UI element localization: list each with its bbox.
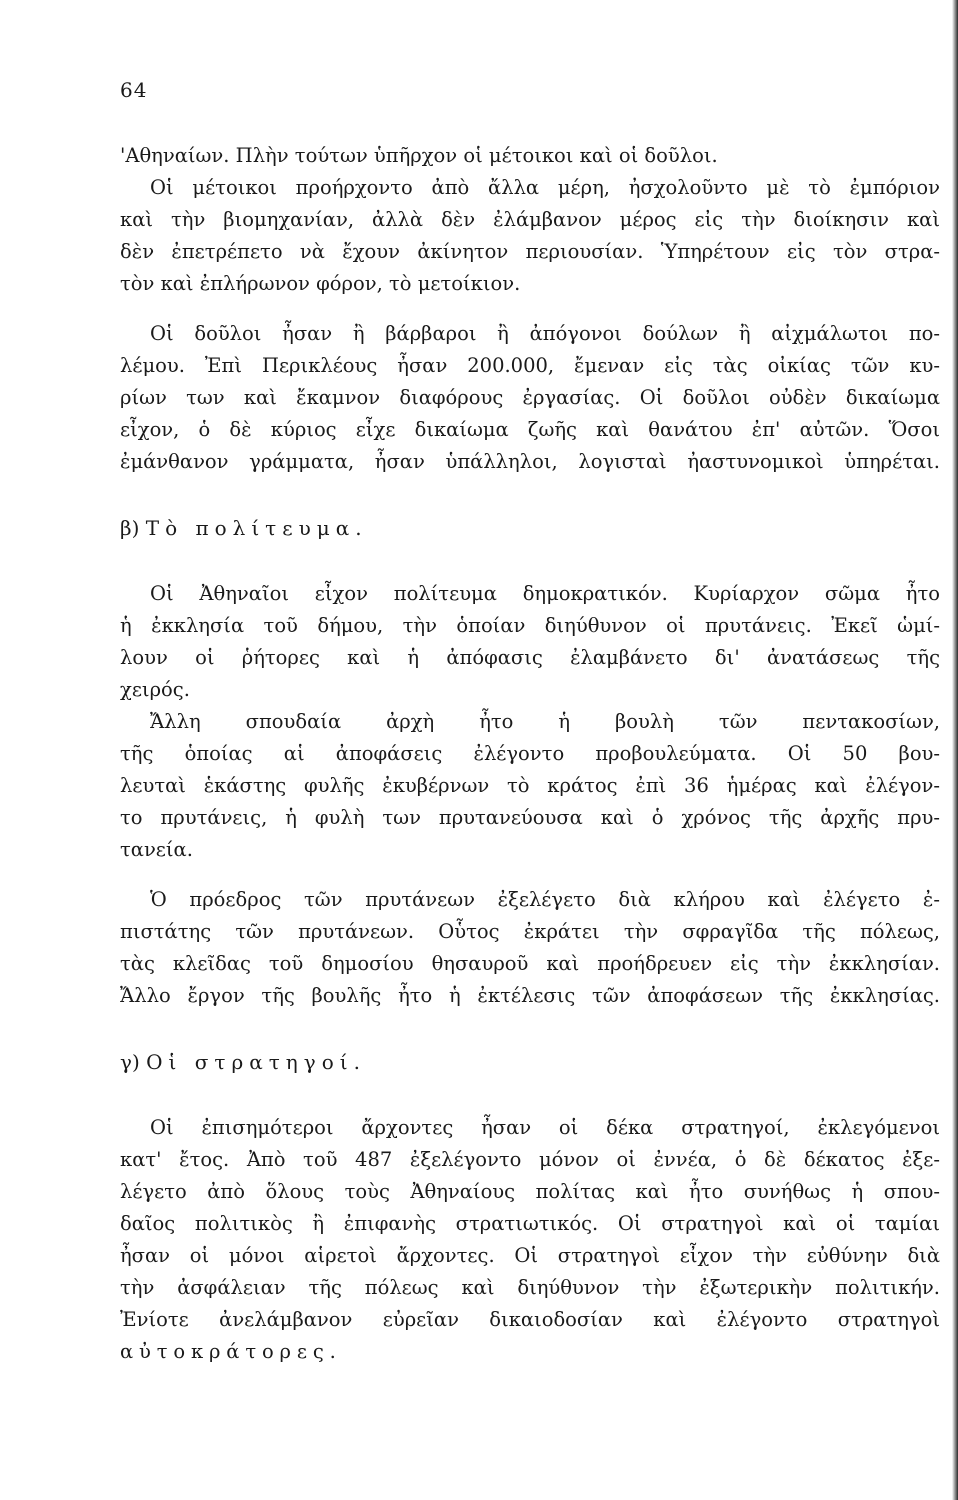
text-line: τὰς κλεῖδας τοῦ δημοσίου θησαυροῦ καὶ προήδρευεν εἰς τὴν ἐκκλησίαν. — [120, 952, 940, 975]
text-line: εἶχον, ὁ δὲ κύριος εἶχε δικαίωμα ζωῆς καὶ θανάτου ἐπ' αὐτῶν. Ὅσοι — [120, 418, 940, 441]
text-line: χειρός. — [120, 678, 190, 701]
section-marker: γ) — [120, 1050, 140, 1074]
paragraph-polity — [120, 578, 940, 706]
text-line: ἡ ἐκκλησία τοῦ δήμου, τὴν ὁποίαν διηύθυνον οἱ πρυτάνεις. Ἐκεῖ ὡμί- — [120, 614, 940, 637]
text-line: τὴν ἀσφάλειαν τῆς πόλεως καὶ διηύθυνον τὴν ἐξωτερικὴν πολιτικήν. — [120, 1276, 940, 1299]
text-line: ρίων των καὶ ἔκαμνον διαφόρους ἐργασίας. Οἱ δοῦλοι οὐδὲν δικαίωμα — [120, 386, 940, 409]
text-line: Ἐνίοτε ἀνελάμβανον εὐρεῖαν δικαιοδοσίαν καὶ ἐλέγοντο στρατηγοὶ — [120, 1308, 940, 1331]
section-title: Τὸ πολίτευμα. — [145, 516, 368, 540]
paragraph-metics — [120, 172, 940, 300]
text-line: λουν οἱ ῥήτορες καὶ ἡ ἀπόφασις ἐλαμβάνετο δι' ἀνατάσεως τῆς — [120, 646, 940, 669]
section-heading-c — [120, 1046, 940, 1078]
text-line: πιστάτης τῶν πρυτάνεων. Οὗτος ἐκράτει τὴν σφραγῖδα τῆς πόλεως, — [120, 920, 940, 943]
page-body — [120, 140, 940, 1368]
text-line: λευταὶ ἑκάστης φυλῆς ἐκυβέρνων τὸ κράτος ἐπὶ 36 ἡμέρας καὶ ἐλέγον- — [120, 774, 940, 797]
text-line: αὐτοκράτορες. — [120, 1340, 342, 1363]
paragraph-boule — [120, 706, 940, 866]
section-marker: β) — [120, 516, 140, 540]
text-line: λέγετο ἀπὸ ὅλους τοὺς Ἀθηναίους πολίτας καὶ ἦτο συνήθως ἡ σπου- — [120, 1180, 940, 1203]
text-line: κατ' ἔτος. Ἀπὸ τοῦ 487 ἐξελέγοντο μόνον οἱ ἐννέα, ὁ δὲ δέκατος ἐξε- — [120, 1148, 940, 1171]
text-line: δαῖος πολιτικὸς ἢ ἐπιφανὴς στρατιωτικός. Οἱ στρατηγοὶ καὶ οἱ ταμίαι — [120, 1212, 940, 1235]
text-line: Οἱ μέτοικοι προήρχοντο ἀπὸ ἄλλα μέρη, ἠσχολοῦντο μὲ τὸ ἐμπόριον — [150, 176, 940, 199]
text-line: καὶ τὴν βιομηχανίαν, ἀλλὰ δὲν ἐλάμβανον μέρος εἰς τὴν διοίκησιν καὶ — [120, 208, 940, 231]
text-line: τὸν καὶ ἐπλήρωνον φόρον, τὸ μετοίκιον. — [120, 272, 521, 295]
text-line: Οἱ ἐπισημότεροι ἄρχοντες ἦσαν οἱ δέκα στρατηγοί, ἐκλεγόμενοι — [150, 1116, 940, 1139]
text-line: ἐμάνθανον γράμματα, ἦσαν ὑπάλληλοι, λογισταὶ ἠαστυνομικοὶ ὑπηρέται. — [120, 450, 940, 473]
text-line: τῆς ὁποίας αἱ ἀποφάσεις ἐλέγοντο προβουλεύματα. Οἱ 50 βου- — [120, 742, 940, 765]
text-line: δὲν ἐπετρέπετο νὰ ἔχουν ἀκίνητον περιουσίαν. Ὑπηρέτουν εἰς τὸν στρα- — [120, 240, 940, 263]
text-line: τανεία. — [120, 838, 193, 861]
paragraph-1 — [120, 140, 940, 172]
text-line: Οἱ δοῦλοι ἦσαν ἢ βάρβαροι ἢ ἀπόγονοι δούλων ἢ αἰχμάλωτοι πο- — [150, 322, 940, 345]
paragraph-slaves — [120, 318, 940, 478]
paragraph-president — [120, 884, 940, 1012]
page-number: 64 — [120, 78, 148, 102]
text-line: Οἱ Ἀθηναῖοι εἶχον πολίτευμα δημοκρατικόν. Κυρίαρχον σῶμα ἦτο — [150, 582, 940, 605]
text-line: Ἄλλη σπουδαία ἀρχὴ ἦτο ἡ βουλὴ τῶν πεντακοσίων, — [150, 710, 940, 733]
text-line: Ὁ πρόεδρος τῶν πρυτάνεων ἐξελέγετο διὰ κλήρου καὶ ἐλέγετο ἐ- — [150, 888, 940, 911]
section-title: Οἱ στρατηγοί. — [146, 1050, 366, 1074]
page-edge-shadow — [952, 0, 958, 1500]
section-heading-b — [120, 512, 940, 544]
text-line: Ἄλλο ἔργον τῆς βουλῆς ἦτο ἡ ἐκτέλεσις τῶν ἀποφάσεων τῆς ἐκκλησίας. — [120, 984, 940, 1007]
text-line: 'Αθηναίων. Πλὴν τούτων ὑπῆρχον οἱ μέτοικοι καὶ οἱ δοῦλοι. — [120, 144, 718, 167]
text-line: ἦσαν οἱ μόνοι αἱρετοὶ ἄρχοντες. Οἱ στρατηγοὶ εἶχον τὴν εὐθύνην διὰ — [120, 1244, 940, 1267]
paragraph-generals — [120, 1112, 940, 1368]
text-line: λέμου. Ἐπὶ Περικλέους ἦσαν 200.000, ἔμεναν εἰς τὰς οἰκίας τῶν κυ- — [120, 354, 940, 377]
text-line: το πρυτάνεις, ἡ φυλὴ των πρυτανεύουσα καὶ ὁ χρόνος τῆς ἀρχῆς πρυ- — [120, 806, 940, 829]
